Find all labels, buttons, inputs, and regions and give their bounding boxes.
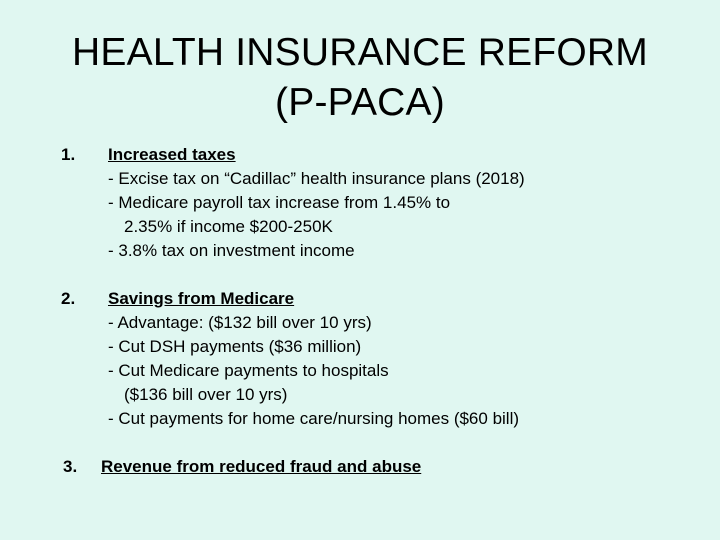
slide-title-line-1: HEALTH INSURANCE REFORM bbox=[72, 31, 648, 74]
detail-line: ($136 bill over 10 yrs) bbox=[124, 385, 288, 404]
detail-line: - Cut Medicare payments to hospitals bbox=[108, 361, 389, 380]
detail-line: - Cut payments for home care/nursing homes ($60 bill) bbox=[108, 409, 520, 428]
list-item-number: 3. bbox=[63, 457, 78, 476]
slide-title bbox=[0, 28, 720, 128]
detail-line: - 3.8% tax on investment income bbox=[108, 241, 355, 260]
list-item-number: 2. bbox=[61, 289, 76, 308]
slide-title-line-2: (P-PACA) bbox=[275, 81, 445, 124]
list-item-heading: Revenue from reduced fraud and abuse bbox=[101, 457, 422, 476]
detail-line: - Medicare payroll tax increase from 1.45% to bbox=[108, 193, 451, 212]
detail-line: - Excise tax on “Cadillac” health insurance plans (2018) bbox=[108, 169, 525, 188]
detail-line: 2.35% if income $200-250K bbox=[124, 217, 333, 236]
list-item-details bbox=[108, 311, 519, 431]
list-item-heading: Increased taxes bbox=[108, 145, 236, 164]
list-item-heading: Savings from Medicare bbox=[108, 289, 295, 308]
list-item-number: 1. bbox=[61, 145, 76, 164]
list-item-details bbox=[108, 167, 525, 263]
detail-line: - Cut DSH payments ($36 million) bbox=[108, 337, 362, 356]
detail-line: - Advantage: ($132 bill over 10 yrs) bbox=[108, 313, 372, 332]
